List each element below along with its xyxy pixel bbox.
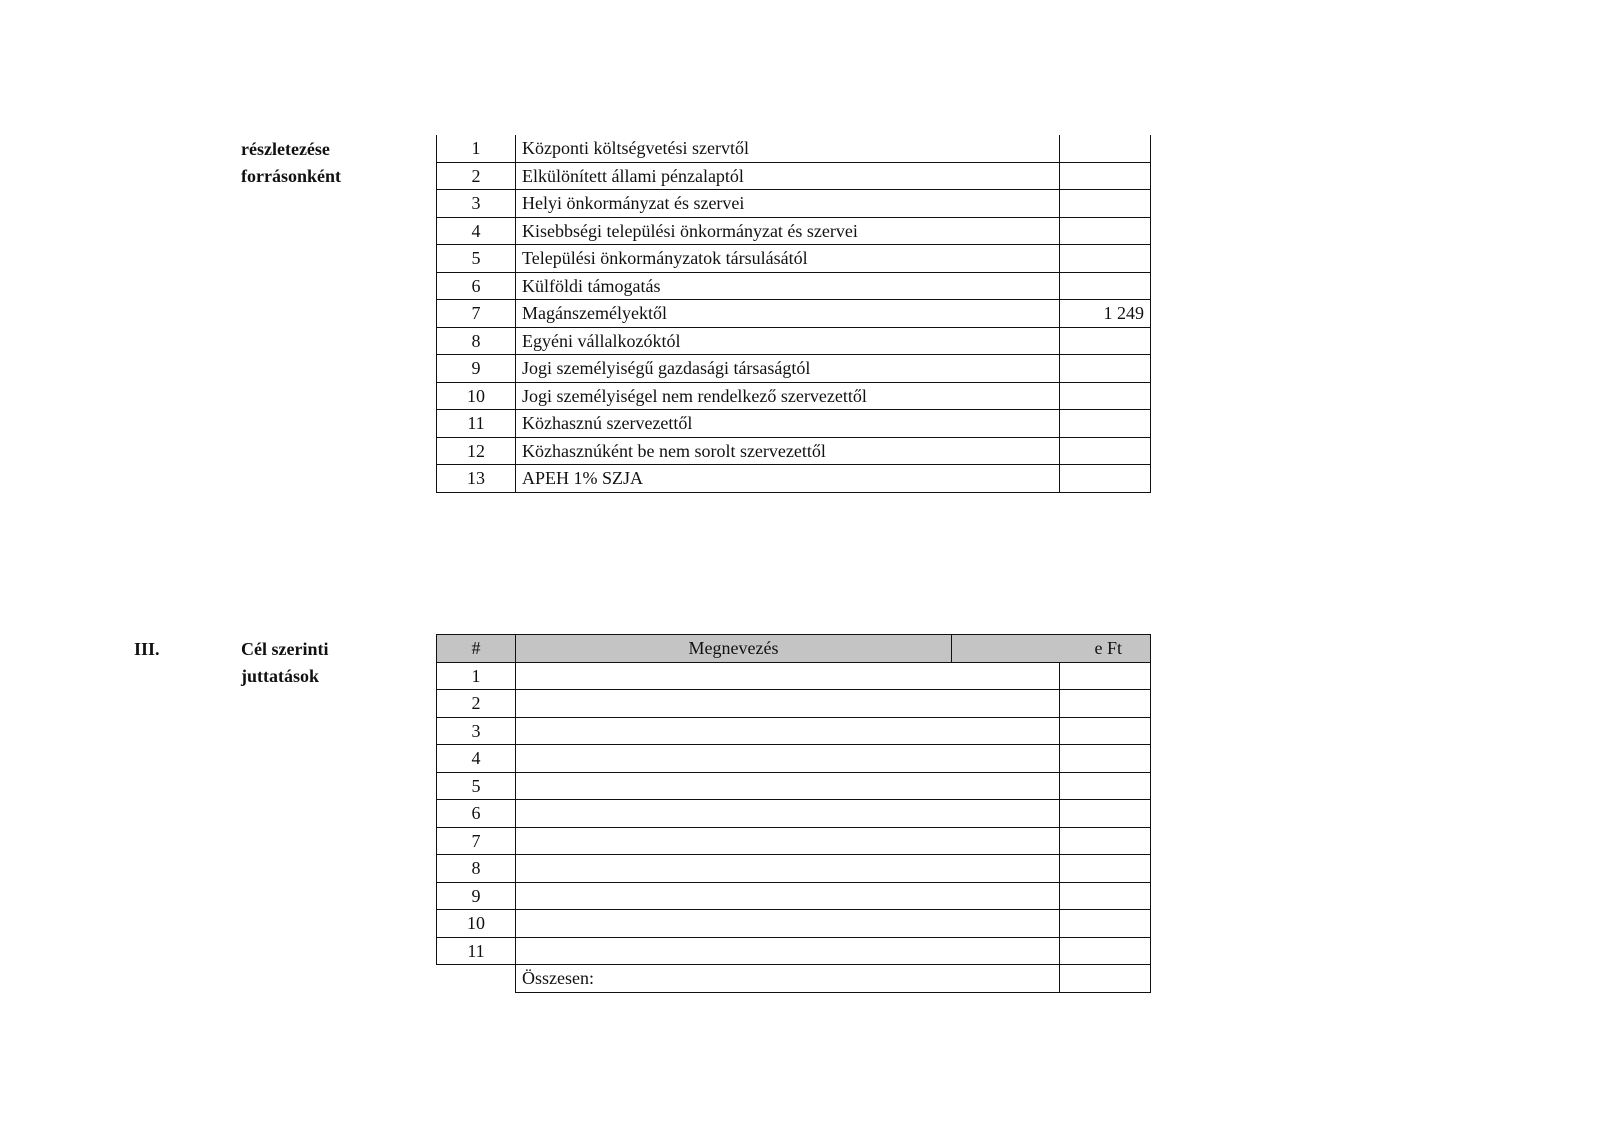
row-number: 9 — [437, 882, 516, 910]
table-row — [437, 217, 1151, 245]
row-value — [1060, 410, 1151, 438]
total-label: Összesen: — [516, 965, 1060, 993]
row-value — [1060, 827, 1151, 855]
table-row — [437, 272, 1151, 300]
row-number: 1 — [437, 135, 516, 162]
table-row — [437, 245, 1151, 273]
table-row — [437, 772, 1151, 800]
row-value — [1060, 882, 1151, 910]
row-number: 1 — [437, 662, 516, 690]
table-row — [437, 937, 1151, 965]
table-row — [437, 300, 1151, 328]
row-value — [1060, 717, 1151, 745]
row-name: Települési önkormányzatok társulásától — [516, 245, 1060, 273]
table-row — [437, 190, 1151, 218]
row-name — [516, 827, 1060, 855]
row-name — [516, 937, 1060, 965]
row-name: Elkülönített állami pénzalaptól — [516, 162, 1060, 190]
row-number: 4 — [437, 217, 516, 245]
header-unit: e Ft — [952, 635, 1151, 663]
benefits-body — [437, 635, 1151, 993]
row-number: 6 — [437, 800, 516, 828]
row-number: 6 — [437, 272, 516, 300]
header-name: Megnevezés — [516, 635, 952, 663]
row-name: Jogi személyiségel nem rendelkező szervezettől — [516, 382, 1060, 410]
row-value — [1060, 465, 1151, 493]
section-number: III. — [134, 639, 160, 659]
benefits-table — [436, 634, 1151, 993]
row-number: 7 — [437, 827, 516, 855]
row-value — [1060, 855, 1151, 883]
row-number: 11 — [437, 937, 516, 965]
row-name — [516, 717, 1060, 745]
table-row — [437, 437, 1151, 465]
row-number: 8 — [437, 855, 516, 883]
table-row — [437, 882, 1151, 910]
total-value — [1060, 965, 1151, 993]
row-number: 2 — [437, 162, 516, 190]
row-name — [516, 662, 1060, 690]
table-row — [437, 162, 1151, 190]
table-row — [437, 690, 1151, 718]
row-name: Külföldi támogatás — [516, 272, 1060, 300]
row-value — [1060, 272, 1151, 300]
row-value — [1060, 937, 1151, 965]
income-sources-table — [436, 135, 1151, 493]
row-number: 10 — [437, 910, 516, 938]
row-value — [1060, 690, 1151, 718]
row-number: 5 — [437, 772, 516, 800]
row-value — [1060, 355, 1151, 383]
row-name — [516, 745, 1060, 773]
row-value — [1060, 135, 1151, 162]
row-number: 5 — [437, 245, 516, 273]
income-section-label-line2: forrásonként — [241, 166, 341, 186]
row-number: 11 — [437, 410, 516, 438]
row-name: Helyi önkormányzat és szervei — [516, 190, 1060, 218]
table-row — [437, 745, 1151, 773]
row-value — [1060, 327, 1151, 355]
row-name — [516, 772, 1060, 800]
row-number: 13 — [437, 465, 516, 493]
row-number: 3 — [437, 717, 516, 745]
row-name: Közhasznú szervezettől — [516, 410, 1060, 438]
table-row — [437, 662, 1151, 690]
row-value — [1060, 437, 1151, 465]
row-number: 8 — [437, 327, 516, 355]
row-value — [1060, 382, 1151, 410]
row-value — [1060, 190, 1151, 218]
header-number: # — [437, 635, 516, 663]
total-spacer — [437, 965, 516, 993]
row-value — [1060, 745, 1151, 773]
table-row — [437, 327, 1151, 355]
row-value — [1060, 245, 1151, 273]
income-section-label-line1: részletezése — [241, 139, 330, 159]
row-value: 1 249 — [1060, 300, 1151, 328]
income-sources-body — [437, 135, 1151, 492]
benefits-header-row — [437, 635, 1151, 663]
row-value — [1060, 662, 1151, 690]
row-number: 7 — [437, 300, 516, 328]
row-number: 12 — [437, 437, 516, 465]
row-value — [1060, 772, 1151, 800]
table-row — [437, 465, 1151, 493]
row-name: APEH 1% SZJA — [516, 465, 1060, 493]
row-name — [516, 800, 1060, 828]
row-number: 10 — [437, 382, 516, 410]
row-value — [1060, 800, 1151, 828]
row-name: Jogi személyiségű gazdasági társaságtól — [516, 355, 1060, 383]
table-row — [437, 135, 1151, 162]
total-row — [437, 965, 1151, 993]
row-number: 2 — [437, 690, 516, 718]
table-row — [437, 855, 1151, 883]
section-iii-label-line1: Cél szerinti — [241, 639, 329, 659]
row-name — [516, 910, 1060, 938]
row-number: 3 — [437, 190, 516, 218]
table-row — [437, 355, 1151, 383]
table-row — [437, 717, 1151, 745]
table-row — [437, 910, 1151, 938]
section-iii-label-line2: juttatások — [241, 666, 320, 686]
row-name — [516, 882, 1060, 910]
row-number: 4 — [437, 745, 516, 773]
row-name: Központi költségvetési szervtől — [516, 135, 1060, 162]
row-number: 9 — [437, 355, 516, 383]
table-row — [437, 827, 1151, 855]
table-row — [437, 382, 1151, 410]
row-name — [516, 690, 1060, 718]
row-name: Magánszemélyektől — [516, 300, 1060, 328]
row-name: Kisebbségi települési önkormányzat és szervei — [516, 217, 1060, 245]
row-name: Egyéni vállalkozóktól — [516, 327, 1060, 355]
table-row — [437, 410, 1151, 438]
row-value — [1060, 910, 1151, 938]
row-value — [1060, 162, 1151, 190]
row-name — [516, 855, 1060, 883]
table-row — [437, 800, 1151, 828]
row-value — [1060, 217, 1151, 245]
row-name: Közhasznúként be nem sorolt szervezettől — [516, 437, 1060, 465]
